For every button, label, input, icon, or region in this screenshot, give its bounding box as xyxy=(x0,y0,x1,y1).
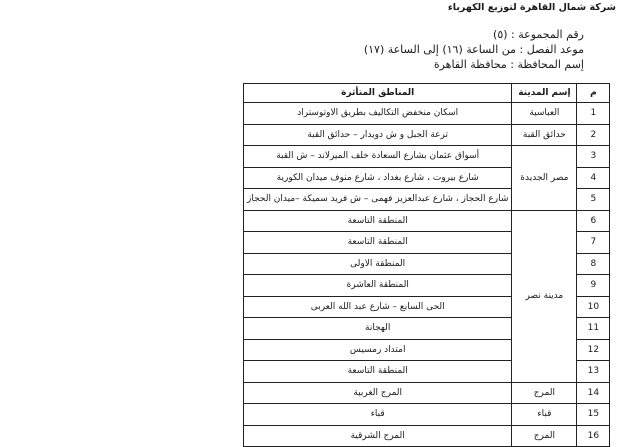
row-number: 1 xyxy=(577,103,610,125)
row-number: 7 xyxy=(577,232,610,254)
row-area: الحى السابع – شارع عبد الله العربى xyxy=(244,296,512,318)
table-row xyxy=(244,425,610,447)
row-number: 13 xyxy=(577,361,610,383)
row-number: 9 xyxy=(577,275,610,297)
row-number: 14 xyxy=(577,382,610,404)
table-row xyxy=(244,124,610,146)
header-city: إسم المدينة xyxy=(512,84,577,103)
row-number: 5 xyxy=(577,189,610,211)
table-row xyxy=(244,103,610,125)
row-area: اسكان منخفض التكاليف بطريق الاوتوستراد xyxy=(244,103,512,125)
table-row xyxy=(244,404,610,426)
row-area: المنطقة التاسعة xyxy=(244,361,512,383)
row-city: المرج xyxy=(512,425,577,447)
group-number: رقم المجموعة : (٥) xyxy=(493,28,584,41)
table-row xyxy=(244,210,610,232)
table-row xyxy=(244,146,610,168)
header-areas: المناطق المتأثرة xyxy=(244,84,512,103)
table-header-row xyxy=(244,84,610,103)
row-area: المنطقة العاشرة xyxy=(244,275,512,297)
row-area: المرج الغربية xyxy=(244,382,512,404)
row-area: المنطقة التاسعة xyxy=(244,210,512,232)
cutoff-time: موعد الفصل : من الساعة (١٦) إلى الساعة (١٧) xyxy=(363,43,584,56)
row-number: 16 xyxy=(577,425,610,447)
row-city: حدائق القبة xyxy=(512,124,577,146)
governorate-name: إسم المحافظة : محافظة القاهرة xyxy=(433,58,584,71)
row-city: المرج xyxy=(512,382,577,404)
row-number: 6 xyxy=(577,210,610,232)
row-area: امتداد رمسيس xyxy=(244,339,512,361)
company-header: شركة شمال القاهرة لتوزيع الكهرباء xyxy=(447,2,616,13)
row-number: 10 xyxy=(577,296,610,318)
row-number: 15 xyxy=(577,404,610,426)
row-city: مصر الجديدة xyxy=(512,146,577,211)
row-number: 2 xyxy=(577,124,610,146)
row-number: 12 xyxy=(577,339,610,361)
row-area: المنطقة التاسعة xyxy=(244,232,512,254)
row-area: المرج الشرقية xyxy=(244,425,512,447)
row-area: شارع بيروت ، شارع بغداد ، شارع منوف ميدان الكورية xyxy=(244,167,512,189)
table-body xyxy=(244,103,610,447)
row-area: الهجانة xyxy=(244,318,512,340)
row-number: 11 xyxy=(577,318,610,340)
row-number: 8 xyxy=(577,253,610,275)
outage-table xyxy=(243,83,610,447)
table-row xyxy=(244,382,610,404)
row-city: قباء xyxy=(512,404,577,426)
row-area: شارع الحجاز ، شارع عبدالعزيز فهمى – ش فريد سميكة –ميدان الحجاز xyxy=(244,189,512,211)
header-num: م xyxy=(577,84,610,103)
row-area: قباء xyxy=(244,404,512,426)
row-city: العباسية xyxy=(512,103,577,125)
row-area: أسواق عثمان بشارع السعادة خلف الميرلاند – ش القبة xyxy=(244,146,512,168)
row-number: 4 xyxy=(577,167,610,189)
row-number: 3 xyxy=(577,146,610,168)
row-city: مدينة نصر xyxy=(512,210,577,382)
row-area: المنطقة الاولى xyxy=(244,253,512,275)
row-area: ترعة الجبل و ش دويدار – حدائق القبة xyxy=(244,124,512,146)
